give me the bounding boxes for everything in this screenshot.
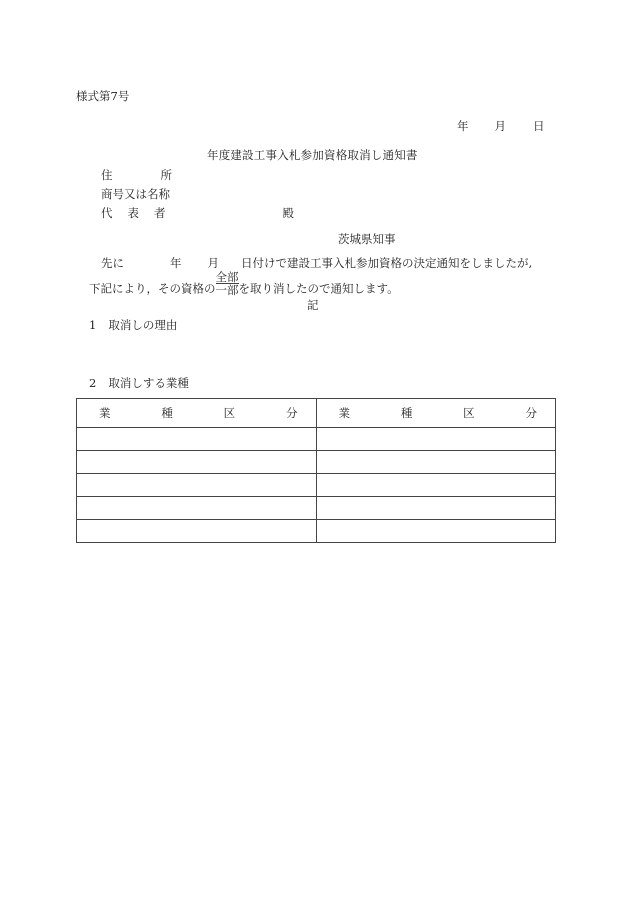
honorific: 殿	[282, 206, 294, 220]
header-left-char-4: 分	[285, 406, 298, 420]
date-day: 日	[533, 119, 545, 133]
sender-governor: 茨城県知事	[338, 232, 396, 246]
body-line-2	[89, 270, 399, 302]
table-row	[77, 497, 556, 520]
option-part: 一部	[215, 283, 239, 297]
table-cell[interactable]	[77, 497, 317, 520]
body-line1-start: 先に	[101, 256, 124, 270]
table-row	[77, 474, 556, 497]
header-right-char-3: 区	[463, 406, 475, 420]
body-line1-month: 月	[207, 256, 219, 270]
header-left-char-2: 種	[161, 406, 173, 420]
table-cell[interactable]	[77, 451, 317, 474]
header-right-char-1: 業	[338, 406, 350, 420]
rep-label-char-1: 代	[101, 206, 113, 220]
table-cell[interactable]	[77, 474, 317, 497]
date-line	[457, 121, 545, 133]
section-trades-title: 取消しする業種	[108, 376, 189, 390]
header-left	[77, 399, 317, 428]
table-cell[interactable]	[77, 520, 317, 543]
rep-label-char-2: 表	[127, 206, 139, 220]
header-right	[316, 399, 556, 428]
body-line1-rest: 日付けで建設工事入札参加資格の決定通知をしましたが,	[241, 256, 533, 270]
table-cell[interactable]	[316, 520, 556, 543]
option-all: 全部	[215, 270, 239, 284]
section-reason	[89, 320, 177, 332]
table-cell[interactable]	[316, 497, 556, 520]
trade-name-label: 商号又は名称	[101, 187, 170, 201]
header-right-char-4: 分	[525, 406, 537, 420]
table-cell[interactable]	[316, 451, 556, 474]
body-line1-year: 年	[170, 256, 182, 270]
section-trades-number: 2	[89, 376, 97, 390]
form-number: 様式第7号	[76, 89, 130, 103]
body-line2-start: 下記により，その資格の	[89, 281, 216, 296]
address-label-char-2: 所	[160, 168, 172, 182]
document-title: 年度建設工事入札参加資格取消し通知書	[207, 148, 418, 162]
table-row	[77, 428, 556, 451]
address-label-char-1: 住	[101, 168, 113, 182]
header-left-char-1: 業	[99, 406, 111, 420]
ki-heading: 記	[307, 298, 319, 312]
body-line2-end: を取り消したので通知します。	[238, 281, 399, 296]
representative-label	[101, 208, 294, 220]
header-left-char-3: 区	[223, 406, 236, 420]
table-row	[77, 451, 556, 474]
table-cell[interactable]	[77, 428, 317, 451]
table-header-row	[77, 399, 556, 428]
header-right-char-2: 種	[400, 406, 413, 420]
section-trades	[89, 378, 189, 390]
date-month: 月	[494, 119, 506, 133]
section-reason-title: 取消しの理由	[108, 318, 178, 332]
address-label	[101, 170, 172, 182]
table-cell[interactable]	[316, 428, 556, 451]
date-year: 年	[457, 119, 469, 133]
section-reason-number: 1	[89, 318, 97, 332]
all-or-part-choice	[216, 271, 239, 296]
body-line-1	[101, 258, 532, 270]
table-cell[interactable]	[316, 474, 556, 497]
rep-label-char-3: 者	[154, 206, 166, 220]
trade-category-table	[76, 398, 556, 543]
table-row	[77, 520, 556, 543]
